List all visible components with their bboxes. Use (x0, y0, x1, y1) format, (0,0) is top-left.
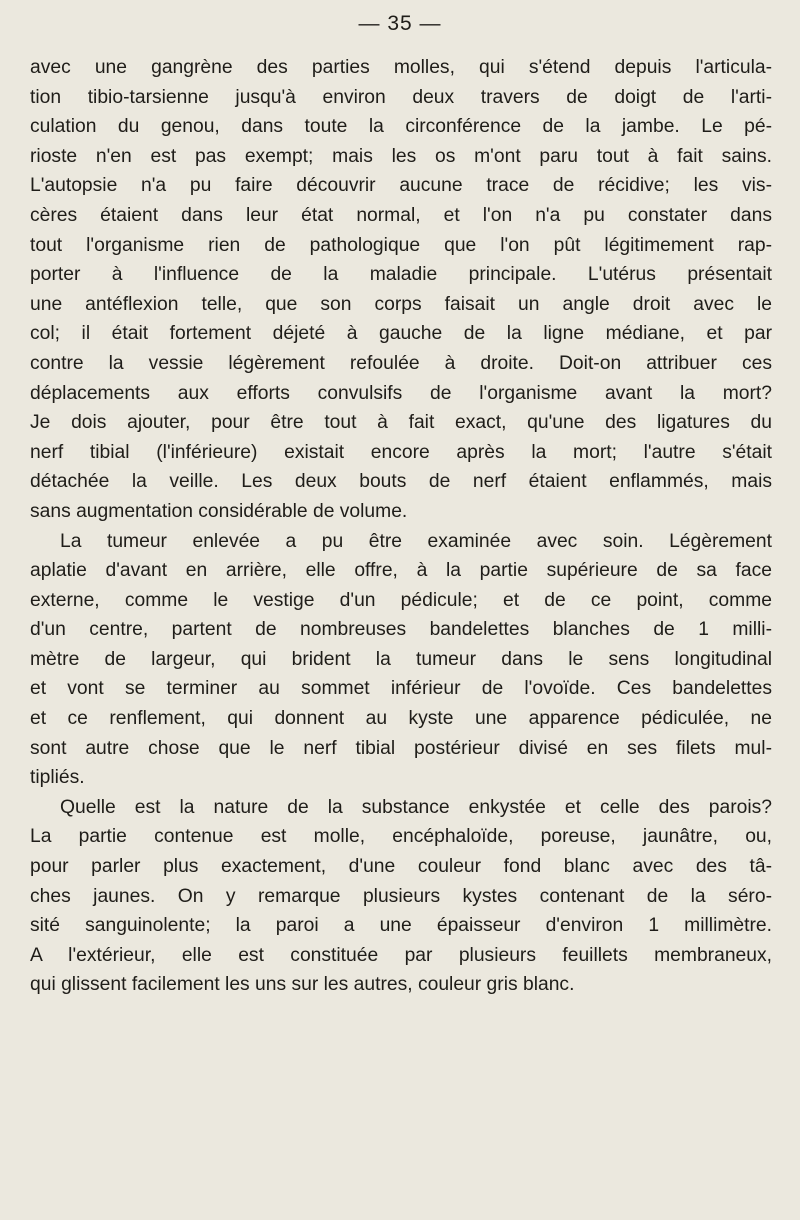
text-line: cères étaient dans leur état normal, et l'on n'a pu constater dans (30, 204, 772, 226)
text-line: sité sanguinolente; la paroi a une épaisseur d'environ 1 millimètre. (30, 915, 772, 937)
text-line: détachée la veille. Les deux bouts de nerf étaient enflammés, mais (30, 471, 772, 493)
text-line: porter à l'influence de la maladie principale. L'utérus présentait (30, 264, 772, 286)
text-line: culation du genou, dans toute la circonférence de la jambe. Le pé- (30, 116, 772, 138)
text-line: contre la vessie légèrement refoulée à droite. Doit-on attribuer ces (30, 352, 772, 374)
page-number: — 35 — (358, 12, 442, 35)
text-line: nerf tibial (l'inférieure) existait encore après la mort; l'autre s'était (30, 441, 772, 463)
text-line: et vont se terminer au sommet inférieur de l'ovoïde. Ces bandelettes (30, 678, 772, 700)
text-line: tout l'organisme rien de pathologique que l'on pût légitimement rap- (30, 234, 772, 256)
text-line: A l'extérieur, elle est constituée par plusieurs feuillets membraneux, (30, 944, 772, 966)
text-line: aplatie d'avant en arrière, elle offre, à la partie supérieure de sa face (30, 560, 772, 582)
text-line: externe, comme le vestige d'un pédicule; et de ce point, comme (30, 589, 772, 611)
text-line: La partie contenue est molle, encéphaloïde, poreuse, jaunâtre, ou, (30, 826, 772, 848)
text-line: et ce renflement, qui donnent au kyste une apparence pédiculée, ne (30, 708, 772, 730)
text-line: rioste n'en est pas exempt; mais les os m'ont paru tout à fait sains. (30, 145, 772, 167)
text-line: sans augmentation considérable de volume. (30, 500, 408, 522)
text-line: La tumeur enlevée a pu être examinée avec soin. Légèrement (60, 530, 772, 552)
text-line: avec une gangrène des parties molles, qui s'étend depuis l'articula- (30, 57, 772, 78)
text-line: pour parler plus exactement, d'une couleur fond blanc avec des tâ- (30, 856, 772, 878)
text-line: sont autre chose que le nerf tibial postérieur divisé en ses filets mul- (30, 737, 772, 759)
text-line: tipliés. (30, 767, 85, 789)
text-line: déplacements aux efforts convulsifs de l'organisme avant la mort? (30, 382, 772, 404)
text-line: col; il était fortement déjeté à gauche de la ligne médiane, et par (30, 323, 772, 345)
text-line: d'un centre, partent de nombreuses bandelettes blanches de 1 milli- (30, 619, 772, 641)
text-line: Je dois ajouter, pour être tout à fait exact, qu'une des ligatures du (30, 412, 772, 434)
text-line: Quelle est la nature de la substance enkystée et celle des parois? (60, 796, 772, 818)
text-line: ches jaunes. On y remarque plusieurs kystes contenant de la séro- (30, 885, 772, 907)
body-text (30, 53, 772, 1000)
text-line: mètre de largeur, qui brident la tumeur dans le sens longitudinal (30, 648, 772, 670)
text-line: une antéflexion telle, que son corps faisait un angle droit avec le (30, 293, 772, 315)
text-line: tion tibio-tarsienne jusqu'à environ deux travers de doigt de l'arti- (30, 86, 772, 108)
text-line: qui glissent facilement les uns sur les autres, couleur gris blanc. (30, 974, 575, 996)
text-line: L'autopsie n'a pu faire découvrir aucune trace de récidive; les vis- (30, 175, 772, 197)
